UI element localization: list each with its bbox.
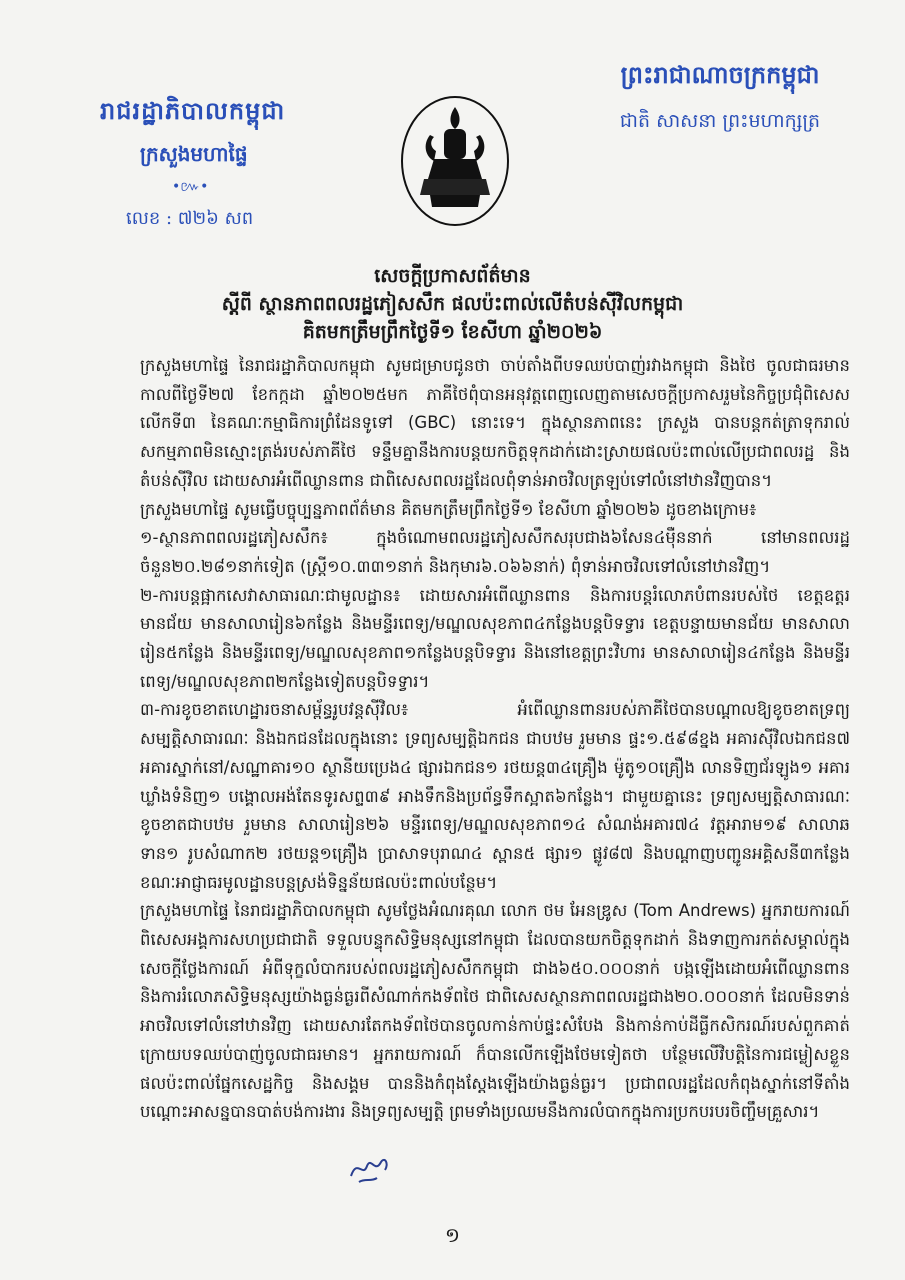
paragraph-intro: ក្រសួងមហាផ្ទៃ នៃរាជរដ្ឋាភិបាលកម្ពុជា សូមជម្រាបជូនថា ចាប់តាំងពីបទឈប់បាញ់រវាងកម្ពុជា និងថៃ ចូលជាធរមាន កាលពីថ្ងៃទី២៧ ខែកក្កដា ឆ្នាំ២០២៥មក ភាគីថៃពុំបានអនុវត្តពេញលេញតាមសេចក្តីប្រកាសរួមនៃកិច្ចប្រជុំពិសេសលើកទី៣ នៃគណៈកម្មាធិការព្រំដែនទូទៅ (GBC) នោះទេ។ ក្នុងស្ថានភាពនេះ ក្រសួង បានបន្តកត់ត្រាទុករាល់សកម្មភាពមិនស្មោះត្រង់របស់ភាគីថៃ ទន្ទឹមគ្នានឹងការបន្តយកចិត្តទុកដាក់ដោះស្រាយផលប៉ះពាល់លើប្រជាពលរដ្ឋ និងតំបន់ស៊ីវិល ដោយសារអំពើឈ្លានពាន ជាពិសេសពលរដ្ឋដែលពុំទាន់អាចវិលត្រឡប់ទៅលំនៅឋានវិញបាន។	[140, 356, 850, 490]
paragraph-displaced: ១-ស្ថានភាពពលរដ្ឋភៀសសឹក៖ ក្នុងចំណោមពលរដ្ឋភៀសសឹកសរុបជាង៦សែន៤ម៉ឺននាក់ នៅមានពលរដ្ឋចំនួន២០.២៨១នាក់ទៀត (ស្ត្រី១០.៣៣១នាក់ និងកុមារ៦.០៦៦នាក់) ពុំទាន់អាចវិលទៅលំនៅឋានវិញ។	[140, 528, 850, 576]
paragraph-damage: ៣-ការខូចខាតហេដ្ឋារចនាសម្ព័ន្ធរូបវន្តស៊ីវិល៖ អំពើឈ្លានពានរបស់ភាគីថៃបានបណ្តាលឱ្យខូចខាតទ្រព្យសម្បត្តិសាធារណៈ និងឯកជនដែលក្នុងនោះ ទ្រព្យសម្បត្តិឯកជន ជាបឋម រួមមាន ផ្ទះ១.៥៩៨ខ្នង អគារស៊ីវិលឯកជន៧ អគារស្នាក់នៅ/សណ្ឋាគារ១០ ស្ថានីយប្រេង៤ ផ្សារឯកជន១ រថយន្ត៣៤គ្រឿង ម៉ូតូ១០គ្រឿង លានទិញជ័រឡូង១ អគារឃ្លាំងទំនិញ១ បង្គោលអង់តែនទូរសព្ទ៣៩ អាងទឹកនិងប្រព័ន្ធទឹកស្អាត៦កន្លែង។ ជាមួយគ្នានេះ ទ្រព្យសម្បត្តិសាធារណៈ ខូចខាតជាបឋម រួមមាន សាលារៀន២៦ មន្ទីរពេទ្យ/មណ្ឌលសុខភាព១៤ សំណង់អគារ៧៤ វត្តអារាម១៩ សាលាឆទាន១ រូបសំណាក២ រថយន្ត១គ្រឿង ប្រាសាទបុរាណ៤ ស្ពាន៥ ផ្សារ១ ផ្លូវ៨៧ និងបណ្តាញបញ្ជូនអគ្គិសនី៣កន្លែង ខណៈអាជ្ញាធរមូលដ្ឋានបន្តស្រង់ទិន្នន័យផលប៉ះពាល់បន្ថែម។	[140, 700, 850, 892]
page-number: ១	[444, 1223, 461, 1247]
government-name: រាជរដ្ឋាភិបាលកម្ពុជា	[100, 96, 286, 125]
paragraph-services: ២-ការបន្តផ្អាកសេវាសាធារណៈជាមូលដ្ឋាន៖ ដោយសារអំពើឈ្លានពាន និងការបន្តរំលោភបំពានរបស់ថៃ ខេត្តឧត្តរមានជ័យ មានសាលារៀន៦កន្លែង និងមន្ទីរពេទ្យ/មណ្ឌលសុខភាព៤កន្លែងបន្តបិទទ្វារ ខេត្តបន្ទាយមានជ័យ មានសាលារៀន៥កន្លែង និងមន្ទីរពេទ្យ/មណ្ឌលសុខភាព១កន្លែងបន្តបិទទ្វារ និងនៅខេត្តព្រះវិហារ មានសាលារៀន៤កន្លែង និងមន្ទីរពេទ្យ/មណ្ឌលសុខភាព២កន្លែងទៀតបន្តបិទទ្វារ។	[140, 585, 850, 691]
document-subject: ស្តីពី ស្ថានភាពពលរដ្ឋភៀសសឹក ផលប៉ះពាល់លើតំបន់ស៊ីវិលកម្ពុជា	[221, 293, 684, 315]
kingdom-name: ព្រះរាជាណាចក្រកម្ពុជា	[620, 60, 820, 89]
document-date: គិតមកត្រឹមព្រឹកថ្ងៃទី១ ខែសីហា ឆ្នាំ២០២៦	[302, 321, 603, 343]
kingdom-header	[595, 60, 845, 137]
paragraph-update: ក្រសួងមហាផ្ទៃ សូមធ្វើបច្ចុប្បន្នភាពព័ត៌មាន គិតមកត្រឹមព្រឹកថ្ងៃទី១ ខែសីហា ឆ្នាំ២០២៦ ដូចខាងក្រោម៖	[140, 499, 757, 519]
initials-signature-icon	[345, 1148, 395, 1186]
document-title: សេចក្តីប្រកាសព័ត៌មាន	[374, 265, 531, 287]
ministry-header	[100, 96, 310, 233]
kingdom-motto: ជាតិ សាសនា ព្រះមហាក្សត្រ	[619, 110, 821, 132]
ornament: •៚•	[172, 179, 209, 195]
title-block	[60, 262, 845, 346]
ministry-name: ក្រសួងមហាផ្ទៃ	[140, 142, 248, 166]
body-text	[140, 352, 850, 1127]
ministry-seal-icon	[400, 95, 510, 230]
reference-number: លេខ : ៧២៦ សព	[126, 208, 254, 229]
paragraph-thanks: ក្រសួងមហាផ្ទៃ នៃរាជរដ្ឋាភិបាលកម្ពុជា សូមថ្លែងអំណរគុណ លោក ថម អែនឌ្រូស (Tom Andrews) អ្នករាយការណ៍ពិសេសអង្គការសហប្រជាជាតិ ទទួលបន្ទុកសិទ្ធិមនុស្សនៅកម្ពុជា ដែលបានយកចិត្តទុកដាក់ និងទាញការកត់សម្គាល់ក្នុង សេចក្តីថ្លែងការណ៍ អំពីទុក្ខលំបាករបស់ពលរដ្ឋភៀសសឹកកម្ពុជា ជាង៦៥០.០០០នាក់ បង្កឡើងដោយអំពើឈ្លានពាន និងការរំលោភសិទ្ធិមនុស្សយ៉ាងធ្ងន់ធ្ងរពីសំណាក់កងទ័ពថៃ ជាពិសេសស្ថានភាពពលរដ្ឋជាង២០.០០០នាក់ ដែលមិនទាន់អាចវិលទៅលំនៅឋានវិញ ដោយសារតែកងទ័ពថៃបានចូលកាន់កាប់ផ្ទះសំបែង និងកាន់កាប់ដីធ្លីកសិករណ៍របស់ពួកគាត់ ក្រោយបទឈប់បាញ់ចូលជាធរមាន។ អ្នករាយការណ៍ ក៏បានលើកឡើងថែមទៀតថា បន្ថែមលើវិបត្តិនៃការជម្លៀសខ្លួន ផលប៉ះពាល់ផ្នែកសេដ្ឋកិច្ច និងសង្គម បាននិងកំពុងស្តែងឡើងយ៉ាងធ្ងន់ធ្ងរ។ ប្រជាពលរដ្ឋដែលកំពុងស្នាក់នៅទីតាំងបណ្តោះអាសន្នបានបាត់បង់ការងារ និងទ្រព្យសម្បត្តិ ព្រមទាំងប្រឈមនឹងការលំបាកក្នុងការប្រកបរបរចិញ្ចឹមគ្រួសារ។	[140, 901, 850, 1122]
